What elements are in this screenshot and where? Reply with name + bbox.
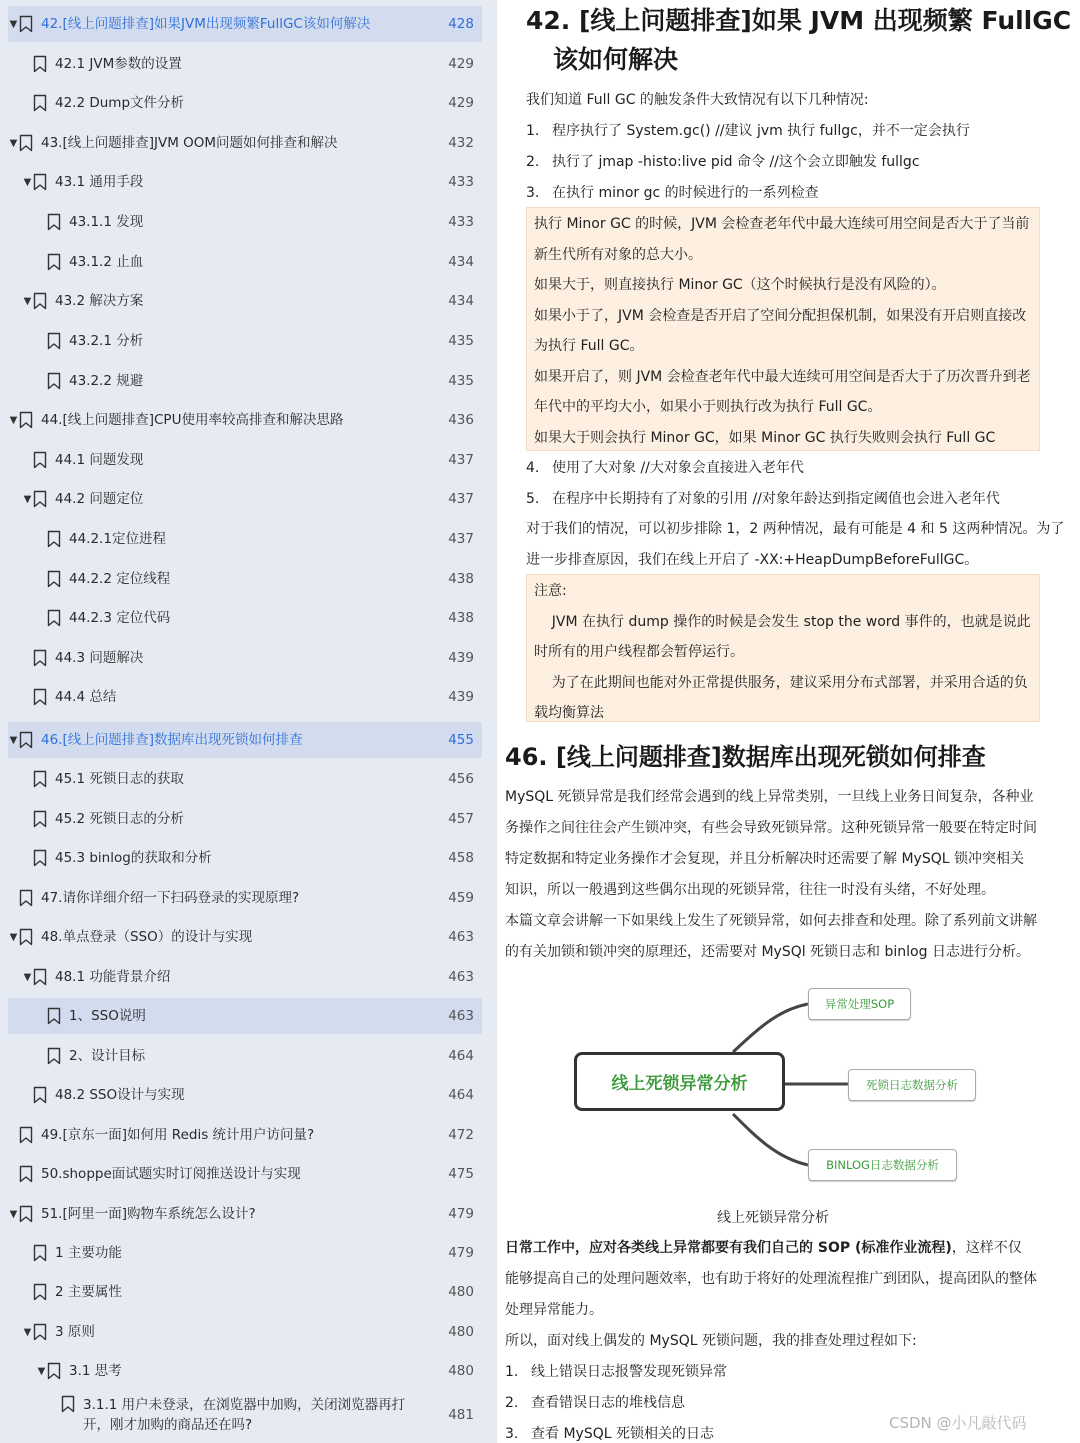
bookmark-icon	[19, 889, 33, 907]
list-text: 在执行 minor gc 的时候进行的一系列检查	[552, 185, 819, 201]
outline-item-page: 456	[448, 771, 474, 787]
outline-item-title: 46.[线上问题排查]数据库出现死锁如何排查	[41, 732, 303, 748]
list-text: 查看 MySQL 死锁相关的日志	[531, 1426, 714, 1442]
expand-caret-icon[interactable]: ▼	[23, 176, 32, 188]
outline-item-title: 43.1.1 发现	[69, 214, 144, 230]
outline-item[interactable]	[8, 204, 482, 240]
outline-item[interactable]	[8, 1038, 482, 1074]
outline-item-title: 51.[阿里一面]购物车系统怎么设计?	[41, 1206, 256, 1222]
list-item	[526, 152, 920, 172]
outline-item-page: 464	[448, 1048, 474, 1064]
outline-item-title: 48.2 SSO设计与实现	[55, 1087, 185, 1103]
outline-item[interactable]	[8, 1077, 482, 1113]
bookmark-icon	[19, 1126, 33, 1144]
list-text: 线上错误日志报警发现死锁异常	[531, 1364, 727, 1380]
bookmark-icon	[47, 213, 61, 231]
note-line: 如果大于，则直接执行 Minor GC（这个时候执行是没有风险的）。	[534, 277, 946, 293]
outline-item-page: 435	[448, 373, 474, 389]
outline-item-title: 45.2 死锁日志的分析	[55, 811, 184, 827]
expand-caret-icon[interactable]: ▼	[9, 18, 18, 30]
outline-item-page: 480	[448, 1324, 474, 1340]
bookmark-icon	[47, 1047, 61, 1065]
outline-item[interactable]	[8, 323, 482, 359]
list-number: 2.	[526, 154, 540, 170]
bookmark-icon	[47, 253, 61, 271]
bookmark-icon	[33, 173, 47, 191]
outline-item[interactable]	[8, 244, 482, 280]
list-number: 2.	[505, 1395, 519, 1411]
outline-item-page: 437	[448, 531, 474, 547]
outline-item-page: 439	[448, 650, 474, 666]
outline-item-page: 434	[448, 254, 474, 270]
outline-item-title: 44.[线上问题排查]CPU使用率较高排查和解决思路	[41, 412, 344, 428]
bookmark-icon	[19, 1205, 33, 1223]
outline-item-title: 2、设计目标	[69, 1048, 146, 1064]
note-line: 执行 Minor GC 的时候，JVM 会检查老年代中最大连续可用空间是否大于了当前	[534, 216, 1030, 232]
outline-item-title: 44.2.2 定位线程	[69, 571, 171, 587]
list-item	[505, 1362, 727, 1382]
list-item	[526, 458, 804, 478]
outline-item[interactable]	[8, 442, 482, 478]
note-line: 年代中的平均大小，如果小于则执行改为执行 Full GC。	[534, 399, 882, 415]
bookmark-icon	[19, 15, 33, 33]
expand-caret-icon[interactable]: ▼	[9, 1208, 18, 1220]
outline-item-title: 50.shoppe面试题实时订阅推送设计与实现	[41, 1166, 301, 1182]
outline-item-title: 3.1.1 用户未登录，在浏览器中加购，关闭浏览器再打开，刚才加购的商品还在吗?	[83, 1397, 406, 1433]
paragraph-line: 处理异常能力。	[505, 1302, 603, 1318]
note-line: 如果开启了，则 JVM 会检查老年代中最大连续可用空间是否大于了历次晋升到老	[534, 368, 1031, 385]
list-number: 1.	[526, 123, 540, 139]
list-text: 执行了 jmap -histo:live pid 命令 //这个会立即触发 fullgc	[552, 154, 920, 170]
outline-item[interactable]	[8, 125, 482, 161]
paragraph-line: 务操作之间往往会产生锁冲突，有些会导致死锁异常。这种死锁异常一般要在特定时间	[505, 820, 1037, 836]
outline-item-title: 1、SSO说明	[69, 1008, 146, 1024]
outline-item[interactable]	[8, 1235, 482, 1271]
outline-item-title: 44.2.3 定位代码	[69, 610, 171, 626]
note-line: 新生代所有对象的总大小。	[534, 246, 702, 263]
bookmark-icon	[33, 688, 47, 706]
mindmap-center-node: 线上死锁异常分析	[574, 1052, 785, 1111]
outline-item-title: 44.2 问题定位	[55, 491, 144, 507]
bookmark-icon	[19, 928, 33, 946]
outline-item-page: 436	[448, 412, 474, 428]
outline-item[interactable]	[8, 481, 482, 517]
outline-item-title: 43.2.2 规避	[69, 373, 144, 389]
bookmark-icon	[47, 332, 61, 350]
outline-item-title: 49.[京东一面]如何用 Redis 统计用户访问量?	[41, 1127, 315, 1143]
outline-item-page: 438	[448, 571, 474, 587]
list-text: 使用了大对象 //大对象会直接进入老年代	[552, 460, 804, 476]
outline-item-title: 42.2 Dump文件分析	[55, 95, 185, 111]
dump-note-box	[526, 574, 1040, 722]
outline-item-page: 480	[448, 1284, 474, 1300]
expand-caret-icon[interactable]: ▼	[9, 414, 18, 426]
outline-item[interactable]	[8, 561, 482, 597]
outline-item-page: 458	[448, 850, 474, 866]
outline-item-page: 429	[448, 56, 474, 72]
outline-item[interactable]	[8, 998, 482, 1034]
bookmark-icon	[33, 55, 47, 73]
note-line: 为执行 Full GC。	[534, 338, 644, 354]
outline-item-title: 43.2.1 分析	[69, 333, 144, 349]
outline-item[interactable]	[8, 1314, 482, 1350]
outline-item[interactable]	[8, 402, 482, 438]
outline-item-title: 42.1 JVM参数的设置	[55, 56, 182, 72]
outline-item-title: 43.[线上问题排查]JVM OOM问题如何排查和解决	[41, 135, 338, 151]
outline-item-title: 44.3 问题解决	[55, 650, 144, 666]
minor-gc-note-box	[526, 207, 1040, 451]
outline-item[interactable]	[8, 521, 482, 557]
note-line: 如果大于则会执行 Minor GC，如果 Minor GC 执行失败则会执行 Full GC	[534, 429, 996, 446]
bookmark-icon	[19, 1165, 33, 1183]
outline-item-page: 435	[448, 333, 474, 349]
list-text: 查看错误日志的堆栈信息	[531, 1395, 685, 1411]
heading-46: 46. [线上问题排查]数据库出现死锁如何排查	[505, 743, 986, 771]
paragraph-line: 特定数据和特定业务操作才会复现，并且分析解决时还需要了解 MySQL 锁冲突相关	[505, 851, 1024, 867]
bookmark-icon	[33, 810, 47, 828]
bookmark-icon	[47, 570, 61, 588]
outline-item-page: 459	[448, 890, 474, 906]
outline-item-page: 437	[448, 491, 474, 507]
outline-item-title: 42.[线上问题排查]如果JVM出现频繁FullGC该如何解决	[41, 16, 371, 32]
list-number: 4.	[526, 460, 540, 476]
outline-item-page: 428	[448, 16, 474, 32]
intro-text: 我们知道 Full GC 的触发条件大致情况有以下几种情况:	[526, 92, 869, 108]
list-number: 3.	[526, 185, 540, 201]
paragraph-line: 知识，所以一般遇到这些偶尔出现的死锁异常，往往一时没有头绪，不好处理。	[505, 882, 995, 898]
outline-item-page: 438	[448, 610, 474, 626]
list-item	[526, 121, 970, 141]
list-text: 程序执行了 System.gc() //建议 jvm 执行 fullgc，并不一定会执行	[552, 123, 970, 139]
outline-item[interactable]	[8, 959, 482, 995]
document-page	[497, 0, 1080, 1443]
mindmap-caption: 线上死锁异常分析	[717, 1210, 829, 1226]
watermark: CSDN @小凡敲代码	[889, 1414, 1027, 1432]
outline-item-page: 429	[448, 95, 474, 111]
outline-item[interactable]	[8, 600, 482, 636]
mindmap-leaf-sop: 异常处理SOP	[808, 988, 911, 1020]
outline-item-title: 43.1.2 止血	[69, 254, 144, 270]
bookmark-icon	[19, 411, 33, 429]
expand-caret-icon[interactable]: ▼	[23, 971, 32, 983]
outline-item-title: 2 主要属性	[55, 1284, 122, 1300]
outline-item[interactable]	[8, 1393, 482, 1437]
outline-item-title: 48.1 功能背景介绍	[55, 969, 171, 985]
outline-item[interactable]	[8, 722, 482, 758]
outline-item-page: 463	[448, 969, 474, 985]
outline-item-page: 457	[448, 811, 474, 827]
outline-item-page: 433	[448, 214, 474, 230]
outline-item-page: 463	[448, 929, 474, 945]
outline-item-title: 44.4 总结	[55, 689, 117, 705]
mindmap-leaf-deadlock-log: 死锁日志数据分析	[848, 1069, 976, 1101]
outline-item-title: 3.1 思考	[69, 1363, 122, 1379]
bookmark-icon	[61, 1395, 75, 1413]
outline-item-title: 48.单点登录（SSO）的设计与实现	[41, 929, 253, 945]
outline-item[interactable]	[8, 85, 482, 121]
outline-item-page: 464	[448, 1087, 474, 1103]
list-number: 3.	[505, 1426, 519, 1442]
bookmark-icon	[47, 372, 61, 390]
outline-item[interactable]	[8, 6, 482, 42]
outline-item-page: 455	[448, 732, 474, 748]
bookmark-icon	[19, 731, 33, 749]
note-line: JVM 在执行 dump 操作的时候是会发生 stop the word 事件的，也就是说此	[534, 613, 1031, 630]
expand-caret-icon[interactable]: ▼	[9, 931, 18, 943]
expand-caret-icon[interactable]: ▼	[9, 734, 18, 746]
expand-caret-icon[interactable]: ▼	[23, 295, 32, 307]
bookmark-icon	[33, 451, 47, 469]
connector-sop	[733, 1004, 808, 1052]
list-item	[505, 1424, 714, 1443]
connector-binlog	[733, 1114, 808, 1165]
bookmark-icon	[33, 968, 47, 986]
note-line: 时所有的用户线程都会暂停运行。	[534, 644, 744, 660]
note-line: 如果小于了，JVM 会检查是否开启了空间分配担保机制，如果没有开启则直接改	[534, 307, 1027, 324]
bookmark-icon	[47, 1362, 61, 1380]
bookmark-icon	[33, 1244, 47, 1262]
outline-item-title: 3 原则	[55, 1324, 95, 1340]
outline-item-title: 45.1 死锁日志的获取	[55, 771, 184, 787]
outline-item[interactable]	[8, 1196, 482, 1232]
outline-item-page: 433	[448, 174, 474, 190]
paragraph-line: 能够提高自己的处理问题效率，也有助于将好的处理流程推广到团队，提高团队的整体	[505, 1271, 1037, 1287]
bookmark-icon	[33, 649, 47, 667]
outline-item-page: 475	[448, 1166, 474, 1182]
bookmark-icon	[33, 94, 47, 112]
outline-item-page: 472	[448, 1127, 474, 1143]
paragraph-line: 所以，面对线上偶发的 MySQL 死锁问题，我的排查处理过程如下:	[505, 1333, 917, 1349]
bookmark-icon	[33, 849, 47, 867]
bookmark-icon	[19, 134, 33, 152]
heading-42-line2: 该如何解决	[553, 45, 679, 74]
outline-item-page: 432	[448, 135, 474, 151]
list-item	[526, 183, 819, 203]
outline-item-page: 479	[448, 1206, 474, 1222]
paragraph-line: 对于我们的情况，可以初步排除 1，2 两种情况，最有可能是 4 和 5 这两种情况。为了	[526, 521, 1065, 537]
outline-item[interactable]	[8, 164, 482, 200]
list-number: 1.	[505, 1364, 519, 1380]
outline-item-title: 47.请你详细介绍一下扫码登录的实现原理?	[41, 890, 300, 906]
expand-caret-icon[interactable]: ▼	[37, 1365, 46, 1377]
outline-item-title: 44.1 问题发现	[55, 452, 144, 468]
note-line: 注意:	[534, 583, 567, 599]
outline-item-title: 1 主要功能	[55, 1245, 122, 1261]
outline-item-page: 439	[448, 689, 474, 705]
bookmark-icon	[33, 770, 47, 788]
bookmark-icon	[33, 1086, 47, 1104]
list-text: 在程序中长期持有了对象的引用 //对象年龄达到指定阈值也会进入老年代	[552, 491, 1000, 507]
bookmark-icon	[33, 490, 47, 508]
list-item	[526, 489, 1000, 509]
outline-panel	[0, 0, 497, 1443]
bookmark-icon	[33, 1283, 47, 1301]
outline-item[interactable]	[8, 46, 482, 82]
mindmap-leaf-binlog: BINLOG日志数据分析	[808, 1149, 957, 1181]
bookmark-icon	[47, 1007, 61, 1025]
list-item	[505, 1393, 685, 1413]
bookmark-icon	[33, 1323, 47, 1341]
expand-caret-icon[interactable]: ▼	[9, 137, 18, 149]
paragraph-line: 进一步排查原因，我们在线上开启了 -XX:+HeapDumpBeforeFullGC。	[526, 552, 979, 568]
outline-item[interactable]	[8, 679, 482, 715]
bookmark-icon	[47, 609, 61, 627]
paragraph-line: 的有关加锁和锁冲突的原理还，还需要对 MySQl 死锁日志和 binlog 日志进行分析。	[505, 944, 1030, 960]
outline-item-title: 44.2.1定位进程	[69, 531, 166, 547]
outline-item[interactable]	[8, 1156, 482, 1192]
outline-item-page: 479	[448, 1245, 474, 1261]
outline-item-title: 43.2 解决方案	[55, 293, 144, 309]
outline-item[interactable]	[8, 761, 482, 797]
sop-paragraph-line1: 日常工作中，应对各类线上异常都要有我们自己的 SOP (标准作业流程)，这样不仅	[505, 1240, 1022, 1256]
paragraph-line: MySQL 死锁异常是我们经常会遇到的线上异常类别，一旦线上业务日间复杂，各种业	[505, 789, 1034, 805]
outline-item-page: 481	[448, 1407, 474, 1423]
expand-caret-icon[interactable]: ▼	[23, 493, 32, 505]
outline-item[interactable]	[8, 283, 482, 319]
outline-item[interactable]	[8, 880, 482, 916]
outline-item-page: 437	[448, 452, 474, 468]
outline-item[interactable]	[8, 1353, 482, 1389]
outline-item-page: 434	[448, 293, 474, 309]
outline-item[interactable]	[8, 919, 482, 955]
note-line: 载均衡算法	[534, 705, 604, 721]
note-line: 为了在此期间也能对外正常提供服务，建议采用分布式部署，并采用合适的负	[534, 674, 1028, 691]
outline-item-title: 43.1 通用手段	[55, 174, 144, 190]
outline-item[interactable]	[8, 640, 482, 676]
list-number: 5.	[526, 491, 540, 507]
outline-item[interactable]	[8, 801, 482, 837]
outline-item-page: 463	[448, 1008, 474, 1024]
bookmark-icon	[47, 530, 61, 548]
expand-caret-icon[interactable]: ▼	[23, 1326, 32, 1338]
heading-42-line1: 42. [线上问题排查]如果 JVM 出现频繁 FullGC	[526, 6, 1072, 35]
outline-item[interactable]	[8, 1117, 482, 1153]
outline-item-page: 480	[448, 1363, 474, 1379]
outline-item-title: 45.3 binlog的获取和分析	[55, 850, 212, 866]
bookmark-icon	[33, 292, 47, 310]
outline-item[interactable]	[8, 1274, 482, 1310]
outline-item[interactable]	[8, 363, 482, 399]
paragraph-line: 本篇文章会讲解一下如果线上发生了死锁异常，如何去排查和处理。除了系列前文讲解	[505, 913, 1037, 929]
outline-item[interactable]	[8, 840, 482, 876]
